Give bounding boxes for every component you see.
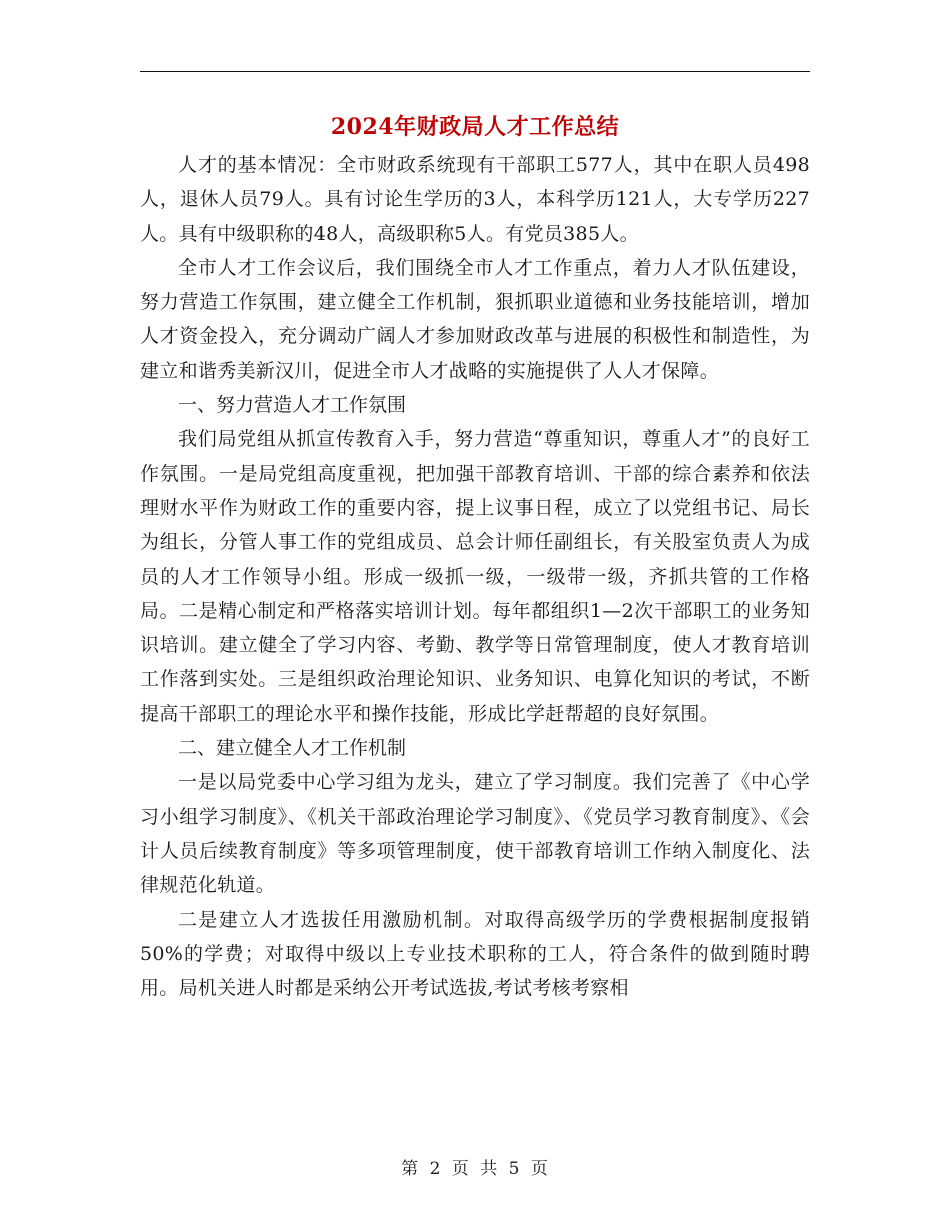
footer-label-di: 第	[401, 1159, 420, 1179]
section-heading-2: 二、建立健全人才工作机制	[178, 737, 407, 760]
paragraph-basic-info: 人才的基本情况：全市财政系统现有干部职工577人，其中在职人员498人，退休人员79人。具有讨论生学历的3人，本科学历121人，大专学历227人。具有中级职称的48人，高级职称5人。有党员385人。	[140, 154, 810, 245]
footer-label-ye: 页	[451, 1159, 470, 1179]
paragraph-incentive: 二是建立人才选拔任用激励机制。对取得高级学历的学费根据制度报销50%的学费；对取得中级以上专业技术职称的工人，符合条件的做到随时聘用。局机关进人时都是采纳公开考试选拔,考试考核考察相	[140, 908, 810, 1000]
footer-label-ye2: 页	[530, 1159, 549, 1179]
page-footer	[0, 1154, 950, 1179]
paragraph-atmosphere: 我们局党组从抓宣传教育入手，努力营造“尊重知识，尊重人才”的良好工作氛围。一是局党组高度重视，把加强干部教育培训、干部的综合素养和依法理财水平作为财政工作的重要内容，提上议事日程，成立了以党组书记、局长为组长，分管人事工作的党组成员、总会计师任副组长，有关股室负责人为成员的人才工作领导小组。形成一级抓一级，一级带一级，齐抓共管的工作格局。二是精心制定和严格落实培训计划。每年都组织1—2次干部职工的业务知识培训。建立健全了学习内容、考勤、教学等日常管理制度，使人才教育培训工作落到实处。三是组织政治理论知识、业务知识、电算化知识的考试，不断提高干部职工的理论水平和操作技能，形成比学赶帮超的良好氛围。	[140, 428, 810, 725]
footer-total-pages: 5	[508, 1159, 521, 1179]
paragraph-study-system: 一是以局党委中心学习组为龙头，建立了学习制度。我们完善了《中心学习小组学习制度》、《机关干部政治理论学习制度》、《党员学习教育制度》、《会计人员后续教育制度》等多项管理制度，使干部教育培训工作纳入制度化、法律规范化轨道。	[140, 771, 810, 897]
paragraph-overview: 全市人才工作会议后，我们围绕全市人才工作重点，着力人才队伍建设，努力营造工作氛围，建立健全工作机制，狠抓职业道德和业务技能培训，增加人才资金投入，充分调动广阔人才参加财政改革与进展的积极性和制造性，为建立和谐秀美新汉川，促进全市人才战略的实施提供了人人才保障。	[140, 256, 810, 382]
document-title: 2024年财政局人才工作总结	[330, 114, 620, 140]
header-rule	[140, 71, 810, 72]
document-body	[140, 148, 810, 1005]
footer-label-gong: 共	[480, 1159, 499, 1179]
section-heading-1: 一、努力营造人才工作氛围	[178, 394, 407, 417]
footer-current-page: 2	[429, 1159, 442, 1179]
